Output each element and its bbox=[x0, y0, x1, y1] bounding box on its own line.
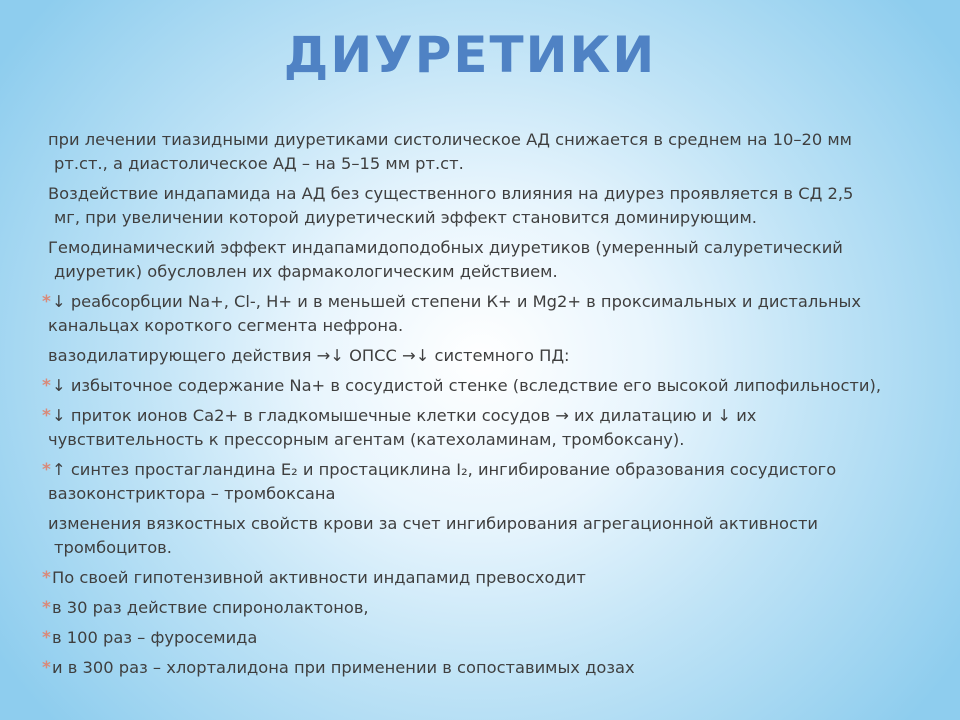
list-item bbox=[42, 596, 932, 620]
list-item bbox=[42, 182, 932, 230]
slide-title: ДИУРЕТИКИ bbox=[283, 26, 657, 84]
item-line-continued: канальцах короткого сегмента нефрона. bbox=[48, 316, 404, 335]
list-item bbox=[42, 290, 932, 338]
list-item bbox=[42, 656, 932, 680]
list-item bbox=[42, 236, 932, 284]
list-item bbox=[42, 344, 932, 368]
item-line: Воздействие индапамида на АД без существенного влияния на диурез проявляется в СД 2,5 bbox=[48, 184, 854, 203]
list-item bbox=[42, 512, 932, 560]
item-line: ↑ синтез простагландина Е₂ и простациклина I₂, ингибирование образования сосудистого bbox=[52, 460, 837, 479]
item-line-continued: чувствительность к прессорным агентам (катехоламинам, тромбоксану). bbox=[48, 430, 685, 449]
list-item bbox=[42, 566, 932, 590]
asterisk-bullet-icon: * bbox=[42, 628, 51, 648]
item-line: в 30 раз действие спиронолактонов, bbox=[52, 598, 369, 617]
asterisk-bullet-icon: * bbox=[42, 406, 51, 426]
item-line: ↓ приток ионов Са2+ в гладкомышечные клетки сосудов → их дилатацию и ↓ их bbox=[52, 406, 757, 425]
asterisk-bullet-icon: * bbox=[42, 292, 51, 312]
slide-content bbox=[42, 128, 932, 686]
list-item bbox=[42, 128, 932, 176]
item-line: и в 300 раз – хлорталидона при применении в сопоставимых дозах bbox=[52, 658, 635, 677]
list-item bbox=[42, 458, 932, 506]
item-line: ↓ реабсорбции Na+, Cl-, H+ и в меньшей степени К+ и Mg2+ в проксимальных и дистальных bbox=[52, 292, 861, 311]
asterisk-bullet-icon: * bbox=[42, 460, 51, 480]
item-line: Гемодинамический эффект индапамидоподобных диуретиков (умеренный салуретический bbox=[48, 238, 843, 257]
item-line-continued: диуретик) обусловлен их фармакологическим действием. bbox=[54, 262, 558, 281]
item-line: изменения вязкостных свойств крови за счет ингибирования агрегационной активности bbox=[48, 514, 819, 533]
item-line: ↓ избыточное содержание Na+ в сосудистой стенке (вследствие его высокой липофильности), bbox=[52, 376, 882, 395]
asterisk-bullet-icon: * bbox=[42, 376, 51, 396]
item-line: По своей гипотензивной активности индапамид превосходит bbox=[52, 568, 586, 587]
asterisk-bullet-icon: * bbox=[42, 598, 51, 618]
item-line-continued: мг, при увеличении которой диуретический эффект становится доминирующим. bbox=[54, 208, 757, 227]
item-line-continued: рт.ст., а диастолическое АД – на 5–15 мм рт.ст. bbox=[54, 154, 464, 173]
item-line: при лечении тиазидными диуретиками систолическое АД снижается в среднем на 10–20 мм bbox=[48, 130, 852, 149]
item-line: в 100 раз – фуросемида bbox=[52, 628, 258, 647]
list-item bbox=[42, 374, 932, 398]
asterisk-bullet-icon: * bbox=[42, 658, 51, 678]
item-line: вазодилатирующего действия →↓ ОПСС →↓ системного ПД: bbox=[48, 346, 570, 365]
list-item bbox=[42, 404, 932, 452]
item-line-continued: вазоконстриктора – тромбоксана bbox=[48, 484, 336, 503]
asterisk-bullet-icon: * bbox=[42, 568, 51, 588]
list-item bbox=[42, 626, 932, 650]
item-line-continued: тромбоцитов. bbox=[54, 538, 172, 557]
